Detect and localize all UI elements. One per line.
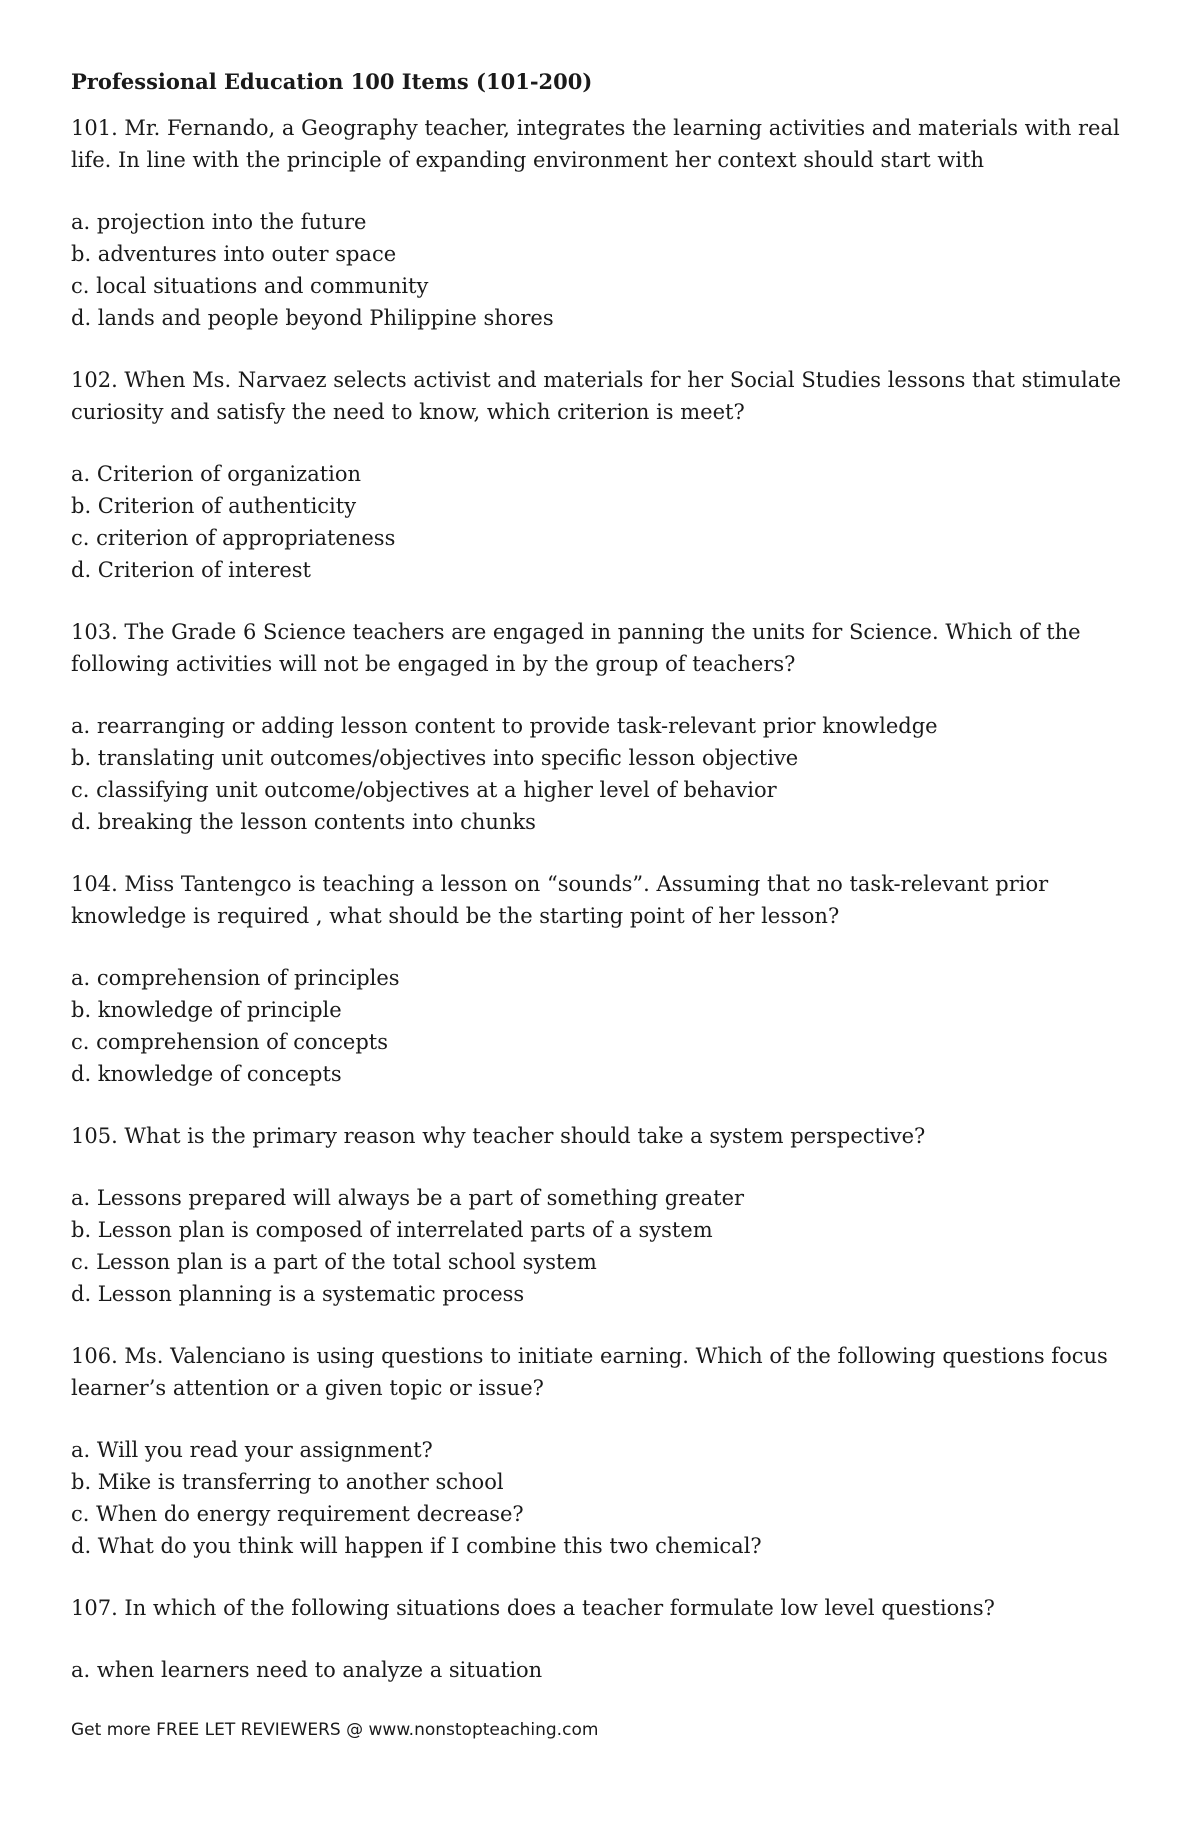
answer-option-d: d. What do you think will happen if I combine this two chemical? (71, 1534, 762, 1558)
answer-option-a: a. when learners need to analyze a situation (71, 1658, 543, 1682)
answer-option-a: a. Criterion of organization (71, 462, 362, 486)
answer-options (71, 1654, 1141, 1686)
question-stem: 103. The Grade 6 Science teachers are engaged in panning the units for Science. Which of the following activities will not be engaged in by the group of teachers? (71, 620, 1081, 676)
answer-option-d: d. breaking the lesson contents into chunks (71, 810, 536, 834)
answer-options (71, 1434, 1141, 1562)
answer-option-d: d. lands and people beyond Philippine shores (71, 306, 554, 330)
question-105 (71, 1120, 1141, 1310)
question-stem: 104. Miss Tantengco is teaching a lesson on “sounds”. Assuming that no task-relevant prior knowledge is required , what should be the starting point of her lesson? (71, 872, 1049, 928)
answer-option-b: b. adventures into outer space (71, 242, 397, 266)
question-104 (71, 868, 1141, 1090)
answer-option-d: d. knowledge of concepts (71, 1062, 342, 1086)
page-footer: Get more FREE LET REVIEWERS @ www.nonstopteaching.com (71, 1720, 599, 1740)
answer-option-c: c. criterion of appropriateness (71, 526, 396, 550)
question-103 (71, 616, 1141, 838)
question-stem: 101. Mr. Fernando, a Geography teacher, integrates the learning activities and materials with real life. In line with the principle of expanding environment her context should start with (71, 116, 1120, 172)
answer-option-a: a. Lessons prepared will always be a part of something greater (71, 1186, 745, 1210)
answer-option-a: a. projection into the future (71, 210, 367, 234)
answer-option-c: c. classifying unit outcome/objectives at a higher level of behavior (71, 778, 777, 802)
answer-option-c: c. comprehension of concepts (71, 1030, 389, 1054)
question-stem: 105. What is the primary reason why teacher should take a system perspective? (71, 1124, 926, 1148)
question-stem: 106. Ms. Valenciano is using questions to initiate earning. Which of the following questions focus learner’s attention or a given topic or issue? (71, 1344, 1108, 1400)
document-title: Professional Education 100 Items (101-200) (71, 69, 593, 94)
answer-option-c: c. Lesson plan is a part of the total school system (71, 1250, 597, 1274)
answer-options (71, 962, 1141, 1090)
question-106 (71, 1340, 1141, 1562)
answer-option-b: b. Criterion of authenticity (71, 494, 357, 518)
answer-option-b: b. Mike is transferring to another school (71, 1470, 504, 1494)
answer-option-d: d. Lesson planning is a systematic process (71, 1282, 525, 1306)
answer-option-b: b. Lesson plan is composed of interrelated parts of a system (71, 1218, 713, 1242)
question-107 (71, 1592, 1141, 1686)
answer-option-a: a. rearranging or adding lesson content to provide task-relevant prior knowledge (71, 714, 938, 738)
answer-option-a: a. Will you read your assignment? (71, 1438, 433, 1462)
document-body (71, 66, 1141, 1716)
answer-options (71, 710, 1141, 838)
answer-options (71, 458, 1141, 586)
question-stem: 102. When Ms. Narvaez selects activist and materials for her Social Studies lessons that stimulate curiosity and satisfy the need to know, which criterion is meet? (71, 368, 1122, 424)
answer-option-a: a. comprehension of principles (71, 966, 400, 990)
question-stem: 107. In which of the following situations does a teacher formulate low level questions? (71, 1596, 995, 1620)
answer-option-b: b. translating unit outcomes/objectives into specific lesson objective (71, 746, 799, 770)
answer-option-b: b. knowledge of principle (71, 998, 342, 1022)
answer-option-c: c. When do energy requirement decrease? (71, 1502, 524, 1526)
question-102 (71, 364, 1141, 586)
answer-options (71, 1182, 1141, 1310)
answer-option-c: c. local situations and community (71, 274, 429, 298)
answer-option-d: d. Criterion of interest (71, 558, 311, 582)
question-101 (71, 112, 1141, 334)
answer-options (71, 206, 1141, 334)
